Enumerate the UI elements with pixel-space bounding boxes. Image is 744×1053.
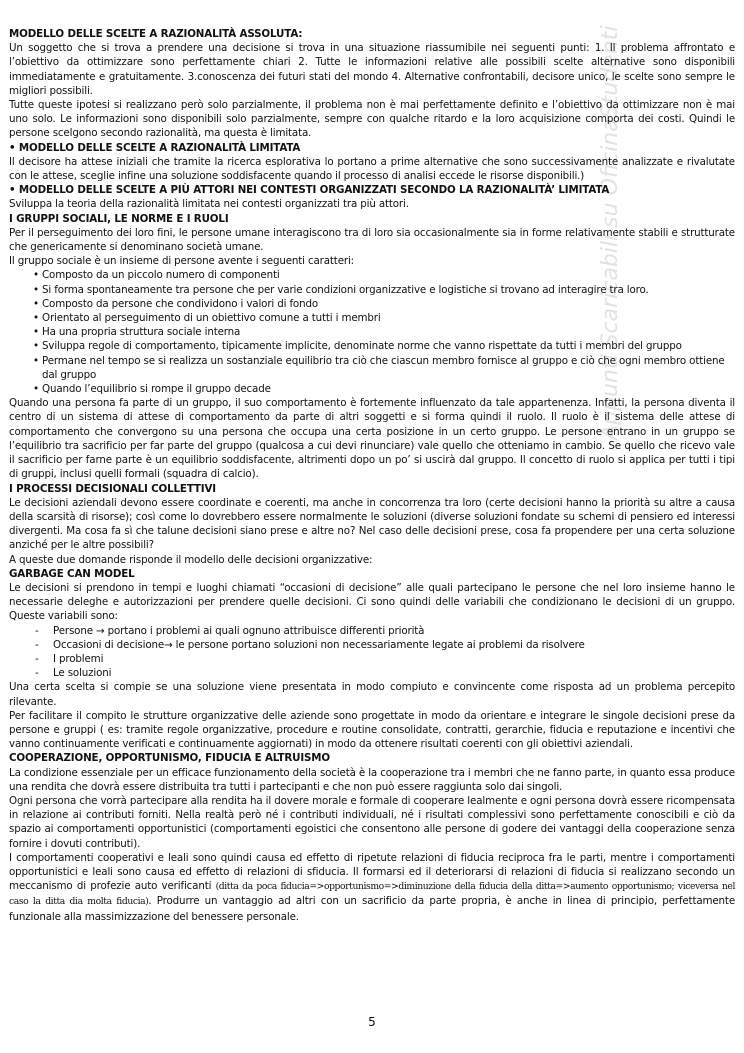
paragraph: Tutte queste ipotesi si realizzano però solo parzialmente, il problema non è mai perfettamente definito e l’obiettivo da ottimizzare non è mai uno solo. Le informazioni sono disponibili solo parzialmente, sempre con qualche ritardo e la loro acquisizione comporta dei costi. Quindi le persone scelgono secondo razionalità, ma questa è limitata. xyxy=(9,99,735,140)
list-item: • Composto da persone che condividono i valori di fondo xyxy=(33,297,735,311)
paragraph: La condizione essenziale per un efficace funzionamento della società è la cooperazione tra i membri che ne fanno parte, in quanto essa produce una rendita che dovrà essere distribuita tra tutti i partecipanti e che non può essere raggiunta solo dai singoli. xyxy=(9,766,735,793)
list-item: • Ha una propria struttura sociale interna xyxy=(33,325,735,339)
heading-limited-rationality: • MODELLO DELLE SCELTE A RAZIONALITÀ LIMITATA xyxy=(9,141,301,154)
paragraph xyxy=(9,851,735,924)
heading-absolute-rationality: MODELLO DELLE SCELTE A RAZIONALITÀ ASSOLUTA: xyxy=(9,28,303,40)
heading-collective-decisions: I PROCESSI DECISIONALI COLLETTIVI xyxy=(9,482,216,495)
list-item: - Persone → portano i problemi ai quali ognuno attribuisce differenti priorità xyxy=(35,624,735,638)
paragraph: Sviluppa la teoria della razionalità limitata nei contesti organizzati tra più attori. xyxy=(9,198,409,211)
paragraph: Le decisioni si prendono in tempi e luoghi chiamati “occasioni di decisione” alle quali partecipano le persone che nel loro insieme hanno le necessarie deleghe e autorizzazioni per prendere quelle decisioni. Ci sono quindi delle variabili che condizionano le decisioni di un gruppo. Queste variabili sono: xyxy=(9,581,735,623)
paragraph: Quando una persona fa parte di un gruppo, il suo comportamento è fortemente influenzato da tale appartenenza. Infatti, la persona diventa il centro di un sistema di attese di comportamento da parte di altri soggetti e si forma quindi il ruolo. Il ruolo è il sistema delle attese di comportamento che convergono su una persona che occupa una certa posizione in un certo gruppo. Le persone entrano in un gruppo se l’equilibrio tra sacrificio per far parte del gruppo (qualcosa a cui devi rinunciare) vale quello che otteniamo in cambio. Se quello che ricevo vale il sacrificio per farne parte è un equilibrio soddisfacente, altrimenti dopo un po’ si uscirà dal gruppo. Il concetto di ruolo si applica per tutti i tipi di gruppi, inclusi quelli formali (squadra di calcio). xyxy=(9,397,735,481)
paragraph: Il gruppo sociale è un insieme di persone avente i seguenti caratteri: xyxy=(9,255,354,268)
document-page xyxy=(9,27,735,924)
list-item: • Orientato al perseguimento di un obiettivo comune a tutti i membri xyxy=(33,311,735,325)
list-item: - Occasioni di decisione→ le persone portano soluzioni non necessariamente legate ai problemi da risolvere xyxy=(35,638,735,652)
paragraph: Per facilitare il compito le strutture organizzative delle aziende sono progettate in modo da orientare e integrare le singole decisioni prese da persone e gruppi ( es: tramite regole organizzative, procedure e routine consolidate, contratti, gerarchie, fiducia e reputazione e incentivi che vanno continuamente verificati e continuamente aggiornati) in modo da ottenere risultati coerenti con gli obiettivi aziendali. xyxy=(9,709,735,751)
paragraph: Per il perseguimento dei loro fini, le persone umane interagiscono tra di loro sia occasionalmente sia in forme relativamente stabili e strutturate che genericamente si denominano società umane. xyxy=(9,226,735,254)
list-item: • Composto da un piccolo numero di componenti xyxy=(33,268,735,282)
group-traits-list xyxy=(9,268,735,396)
paragraph-text: . Produrre un vantaggio ad altri con un sacrificio da parte propria, è anche in linea di principio, perfettamente funzionale alla massimizzazione del benessere personale. xyxy=(9,895,736,923)
paragraph-text: I comportamenti cooperativi e leali sono quindi causa ed effetto di ripetute relazioni di fiducia reciproca fra le parti, mentre i comportamenti opportunistici e leali sono causa ed effetto di relazioni di sfiducia. Il formarsi ed il deteriorarsi di relazioni di fiducia si realizzano secondo un meccanismo di profezie auto verificanti xyxy=(9,851,735,893)
list-item: - I problemi xyxy=(35,652,735,666)
list-item: • Si forma spontaneamente tra persone che per varie condizioni organizzative e logistiche si trovano ad interagire tra loro. xyxy=(33,283,735,297)
heading-garbage-can-model: GARBAGE CAN MODEL xyxy=(9,567,135,580)
variables-list xyxy=(9,624,735,681)
heading-multiple-actors: • MODELLO DELLE SCELTE A PIÙ ATTORI NEI CONTESTI ORGANIZZATI SECONDO LA RAZIONALITÀ’ LIMITATA xyxy=(9,184,610,197)
heading-cooperation: COOPERAZIONE, OPPORTUNISMO, FIDUCIA E ALTRUISMO xyxy=(9,752,330,765)
paragraph: Le decisioni aziendali devono essere coordinate e coerenti, ma anche in concorrenza tra loro (certe decisioni hanno la priorità su altre a causa della scarsità di risorse); così come lo dovrebbero essere normalmente le soluzioni (diverse soluzioni fondate su schemi di pensiero ed interessi divergenti. Ma cosa fa sì che talune decisioni siano prese e altre no? Nel caso delle decisioni prese, cosa fa propendere per una certa soluzione anziché per le altre possibili? xyxy=(9,496,735,552)
list-item: • Sviluppa regole di comportamento, tipicamente implicite, denominate norme che vanno rispettate da tutti i membri del gruppo xyxy=(33,339,735,353)
paragraph: Il decisore ha attese iniziali che tramite la ricerca esplorativa lo portano a prime alternative che sono successivamente analizzate e rivalutate con le attese, sceglie infine una soluzione soddisfacente quando il processo di analisi eccede le risorse disponibili.) xyxy=(9,155,735,183)
paragraph-parenthetical: (ditta da poca fiducia=>opportunismo=>diminuzione della fiducia della ditta=>aumento opportunismo; viceversa nel caso la ditta dia molta fiducia) xyxy=(9,881,735,908)
paragraph: A queste due domande risponde il modello delle decisioni organizzative: xyxy=(9,553,373,566)
heading-social-groups: I GRUPPI SOCIALI, LE NORME E I RUOLI xyxy=(9,212,229,225)
watermark: Appunti Scaricabili su OficinaStudenti xyxy=(598,25,623,440)
page-number: 5 xyxy=(368,1015,376,1029)
list-item: • Permane nel tempo se si realizza un sostanziale equilibrio tra ciò che ciascun membro fornisce al gruppo e ciò che ogni membro ottiene dal gruppo xyxy=(33,354,735,382)
paragraph: Ogni persona che vorrà partecipare alla rendita ha il dovere morale e formale di cooperare lealmente e ogni persona dovrà essere ricompensata in relazione ai contributi forniti. Nella realtà però né i contributi individuali, né i risultati complessivi sono perfettamente conoscibili e ciò da spazio ai comportamenti opportunistici (comportamenti egoistici che consentono alle persone di godere dei vantaggi della cooperazione senza fornire i dovuti contributi). xyxy=(9,794,735,850)
paragraph: Un soggetto che si trova a prendere una decisione si trova in una situazione riassumibile nei seguenti punti: 1. Il problema affrontato e l’obiettivo da ottimizzare sono perfettamente chiari 2. Tutte le informazioni relative alle possibili scelte alternative sono disponibili immediatamente e gratuitamente. 3.conoscenza dei futuri stati del mondo 4. Alternative confrontabili, decisore unico, le scelte sono sempre le migliori possibili. xyxy=(9,42,735,97)
list-item: - Le soluzioni xyxy=(35,666,735,680)
list-item: • Quando l’equilibrio si rompe il gruppo decade xyxy=(33,382,735,396)
paragraph: Una certa scelta si compie se una soluzione viene presentata in modo compiuto e convincente come risposta ad un problema percepito rilevante. xyxy=(9,681,735,708)
